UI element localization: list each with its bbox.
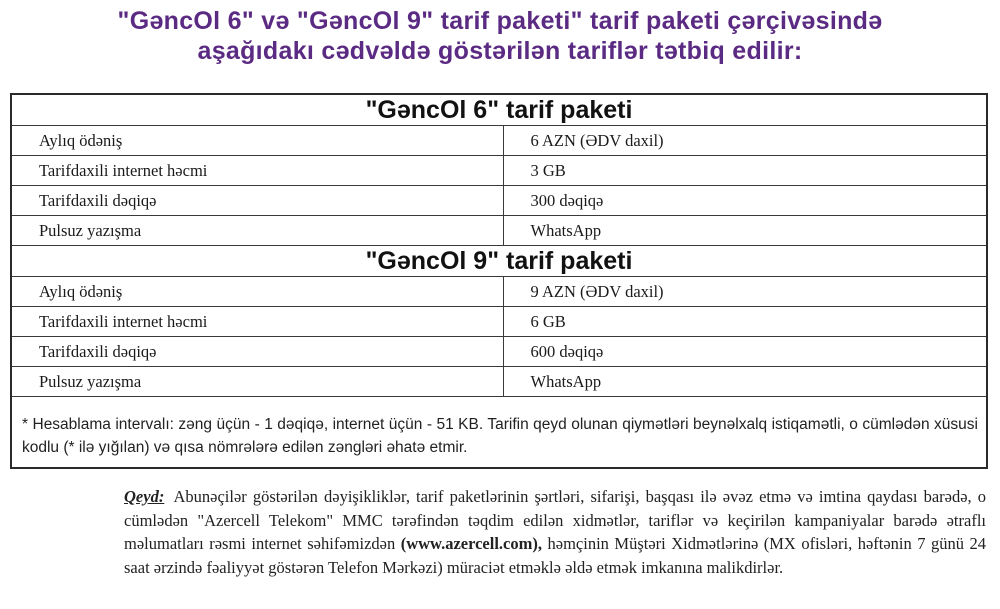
- title-line-1: "GəncOl 6" və "GəncOl 9" tarif paketi" tarif paketi çərçivəsində: [117, 7, 883, 35]
- title-line-2: aşağıdakı cədvəldə göstərilən tariflər tətbiq edilir:: [197, 37, 803, 65]
- row-label: Tarifdaxili internet həcmi: [12, 307, 503, 337]
- note-text-before: Abunəçilər göstərilən dəyişikliklər, tarif paketlərinin şərtləri, sifarişi, başqası ilə əvəz etmə və imtina qaydası barədə, o cümlədən "Azercell Telekom" MMC tərəfindən təqdim edilən xidmətlər, tariflər və keçirilən kampaniyalar barədə ətraflı məlumatları rəsmi internet səhifəmizdən: [124, 487, 986, 553]
- table-row: [12, 126, 986, 156]
- package-name: "GəncOl 9" tarif paketi: [12, 246, 986, 277]
- row-value: 300 dəqiqə: [503, 186, 986, 216]
- footnote: * Hesablama intervalı: zəng üçün - 1 dəqiqə, internet üçün - 51 KB. Tarifin qeyd olunan qiymətləri beynəlxalq istiqamətli, o cümlədən xüsusi kodlu (* ilə yığılan) və qısa nömrələrə edilən zəngləri əhatə etmir.: [22, 416, 978, 456]
- row-label: Tarifdaxili internet həcmi: [12, 156, 503, 186]
- row-value: 600 dəqiqə: [503, 337, 986, 367]
- tariff-box: [10, 93, 988, 469]
- table-row: [12, 277, 986, 307]
- website-link[interactable]: (www.azercell.com),: [400, 534, 542, 553]
- note-text-after: həmçinin Müştəri Xidmətlərinə (MX ofisləri, həftənin 7 günü 24 saat ərzində fəaliyyət göstərən Telefon Mərkəzi) müraciət etməklə əldə etmək imkanına malikdirlər.: [124, 534, 986, 577]
- row-value: WhatsApp: [503, 216, 986, 246]
- note-label: Qeyd:: [124, 487, 165, 506]
- note-paragraph: [124, 485, 986, 579]
- row-value: 6 GB: [503, 307, 986, 337]
- row-label: Aylıq ödəniş: [12, 126, 503, 156]
- row-label: Aylıq ödəniş: [12, 277, 503, 307]
- row-label: Tarifdaxili dəqiqə: [12, 337, 503, 367]
- package-header-row: [12, 246, 986, 277]
- table-row: [12, 307, 986, 337]
- row-value: 9 AZN (ƏDV daxil): [503, 277, 986, 307]
- row-label: Pulsuz yazışma: [12, 367, 503, 397]
- table-row: [12, 186, 986, 216]
- table-row: [12, 156, 986, 186]
- table-row: [12, 216, 986, 246]
- table-row: [12, 367, 986, 397]
- row-value: 3 GB: [503, 156, 986, 186]
- package-header-row: [12, 95, 986, 126]
- row-value: WhatsApp: [503, 367, 986, 397]
- row-label: Pulsuz yazışma: [12, 216, 503, 246]
- package-name: "GəncOl 6" tarif paketi: [12, 95, 986, 126]
- tariff-table: [12, 95, 986, 397]
- page-title: [0, 6, 1000, 66]
- row-value: 6 AZN (ƏDV daxil): [503, 126, 986, 156]
- table-row: [12, 337, 986, 367]
- row-label: Tarifdaxili dəqiqə: [12, 186, 503, 216]
